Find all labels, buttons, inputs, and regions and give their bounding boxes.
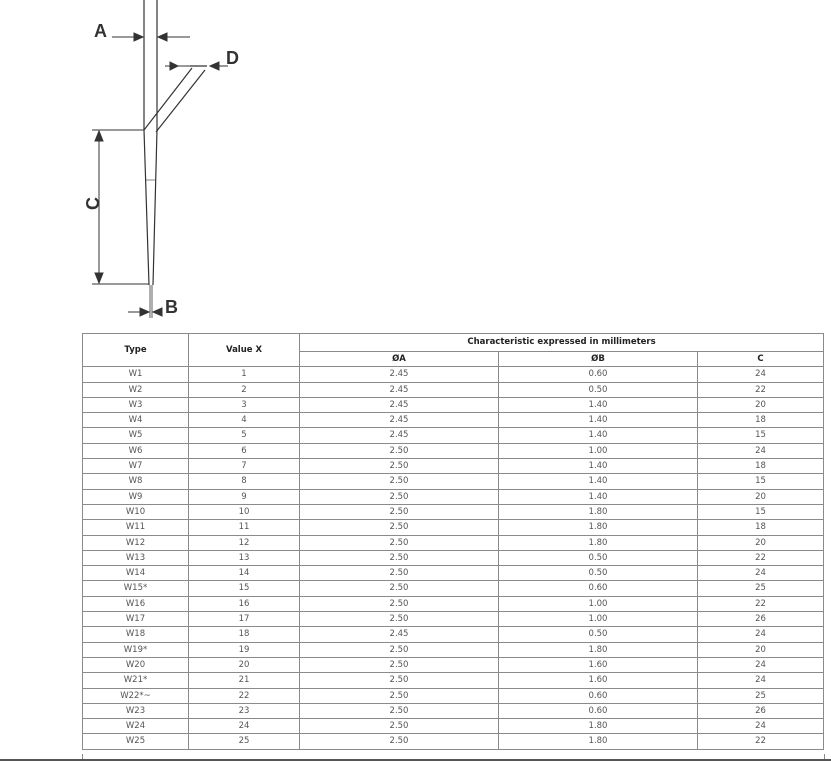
cell-type: W22*~ [83, 688, 189, 703]
label-b: B [165, 297, 178, 317]
header-value-x: Value X [189, 334, 300, 367]
table-row [83, 413, 824, 428]
cell-c: 18 [698, 413, 824, 428]
table-row [83, 367, 824, 382]
cell-c: 25 [698, 688, 824, 703]
table-row [83, 596, 824, 611]
cell-c: 20 [698, 489, 824, 504]
table-row [83, 703, 824, 718]
cell-c: 22 [698, 382, 824, 397]
table-row [83, 612, 824, 627]
cell-dia-a: 2.50 [300, 703, 499, 718]
cell-value-x: 2 [189, 382, 300, 397]
cell-c: 22 [698, 550, 824, 565]
cell-value-x: 25 [189, 734, 300, 749]
cell-value-x: 22 [189, 688, 300, 703]
needle-outline [144, 0, 207, 285]
table-row [83, 719, 824, 734]
table-row [83, 581, 824, 596]
cell-type: W8 [83, 474, 189, 489]
cell-c: 20 [698, 642, 824, 657]
cell-dia-b: 1.80 [499, 719, 698, 734]
cell-type: W23 [83, 703, 189, 718]
cell-dia-a: 2.50 [300, 520, 499, 535]
cell-c: 20 [698, 397, 824, 412]
cell-dia-b: 1.00 [499, 443, 698, 458]
table-row [83, 520, 824, 535]
cell-dia-b: 0.60 [499, 688, 698, 703]
cell-type: W9 [83, 489, 189, 504]
cell-type: W17 [83, 612, 189, 627]
cell-c: 15 [698, 474, 824, 489]
cell-value-x: 7 [189, 459, 300, 474]
cell-type: W10 [83, 504, 189, 519]
table-row [83, 504, 824, 519]
cell-type: W21* [83, 673, 189, 688]
cell-value-x: 6 [189, 443, 300, 458]
cell-dia-b: 1.80 [499, 734, 698, 749]
cell-type: W4 [83, 413, 189, 428]
cell-value-x: 13 [189, 550, 300, 565]
table-row [83, 474, 824, 489]
cell-c: 24 [698, 719, 824, 734]
table-row [83, 428, 824, 443]
cell-dia-b: 1.40 [499, 428, 698, 443]
cell-value-x: 16 [189, 596, 300, 611]
header-dia-b: ØB [499, 352, 698, 367]
cell-c: 15 [698, 428, 824, 443]
label-d: D [226, 48, 239, 68]
cell-type: W11 [83, 520, 189, 535]
cell-c: 18 [698, 520, 824, 535]
table-row [83, 489, 824, 504]
cell-type: W2 [83, 382, 189, 397]
cell-dia-a: 2.50 [300, 489, 499, 504]
cell-value-x: 9 [189, 489, 300, 504]
cell-dia-a: 2.50 [300, 734, 499, 749]
header-row-top [83, 334, 824, 352]
cell-c: 15 [698, 504, 824, 519]
cell-dia-b: 0.50 [499, 566, 698, 581]
cell-c: 24 [698, 367, 824, 382]
cell-dia-a: 2.45 [300, 428, 499, 443]
table-row [83, 397, 824, 412]
cell-value-x: 1 [189, 367, 300, 382]
cell-dia-b: 1.00 [499, 596, 698, 611]
cell-value-x: 24 [189, 719, 300, 734]
cell-dia-b: 1.40 [499, 474, 698, 489]
cell-dia-b: 1.40 [499, 489, 698, 504]
cell-dia-a: 2.50 [300, 535, 499, 550]
cell-dia-a: 2.50 [300, 504, 499, 519]
cell-type: W24 [83, 719, 189, 734]
label-c: C [83, 197, 103, 210]
cell-c: 24 [698, 627, 824, 642]
cell-value-x: 11 [189, 520, 300, 535]
table-row [83, 657, 824, 672]
cell-dia-a: 2.50 [300, 459, 499, 474]
header-c: C [698, 352, 824, 367]
table-row [83, 382, 824, 397]
cell-dia-a: 2.50 [300, 673, 499, 688]
cell-dia-b: 0.50 [499, 627, 698, 642]
cell-value-x: 4 [189, 413, 300, 428]
cell-dia-a: 2.50 [300, 566, 499, 581]
cell-c: 24 [698, 566, 824, 581]
cell-value-x: 21 [189, 673, 300, 688]
header-type: Type [83, 334, 189, 367]
cell-type: W25 [83, 734, 189, 749]
cell-type: W19* [83, 642, 189, 657]
cell-dia-a: 2.50 [300, 612, 499, 627]
cell-dia-a: 2.50 [300, 550, 499, 565]
table-row [83, 627, 824, 642]
cell-value-x: 14 [189, 566, 300, 581]
cell-type: W6 [83, 443, 189, 458]
cell-value-x: 12 [189, 535, 300, 550]
cell-c: 26 [698, 703, 824, 718]
cell-value-x: 19 [189, 642, 300, 657]
cell-dia-a: 2.45 [300, 367, 499, 382]
cell-type: W3 [83, 397, 189, 412]
cell-value-x: 17 [189, 612, 300, 627]
cell-c: 18 [698, 459, 824, 474]
cell-type: W7 [83, 459, 189, 474]
cell-type: W18 [83, 627, 189, 642]
table-row [83, 642, 824, 657]
cell-dia-b: 1.00 [499, 612, 698, 627]
cell-c: 26 [698, 612, 824, 627]
cell-dia-a: 2.50 [300, 657, 499, 672]
cell-dia-b: 1.40 [499, 459, 698, 474]
cell-dia-a: 2.45 [300, 382, 499, 397]
needle-spec-table [82, 333, 824, 750]
cell-dia-a: 2.50 [300, 596, 499, 611]
table-row [83, 688, 824, 703]
table-row [83, 535, 824, 550]
cell-dia-a: 2.50 [300, 719, 499, 734]
cell-type: W20 [83, 657, 189, 672]
cell-type: W15* [83, 581, 189, 596]
table-row [83, 459, 824, 474]
cell-c: 22 [698, 596, 824, 611]
cell-type: W16 [83, 596, 189, 611]
cell-value-x: 20 [189, 657, 300, 672]
cell-dia-a: 2.45 [300, 413, 499, 428]
label-a: A [94, 21, 107, 41]
cell-dia-b: 1.80 [499, 504, 698, 519]
dimension-a [112, 33, 190, 41]
cell-value-x: 3 [189, 397, 300, 412]
cell-value-x: 18 [189, 627, 300, 642]
header-characteristics: Characteristic expressed in millimeters [300, 334, 824, 352]
cell-dia-a: 2.45 [300, 627, 499, 642]
cell-dia-b: 1.40 [499, 413, 698, 428]
cell-value-x: 5 [189, 428, 300, 443]
cell-dia-b: 1.60 [499, 673, 698, 688]
cell-dia-a: 2.50 [300, 581, 499, 596]
cell-dia-b: 1.80 [499, 642, 698, 657]
cell-type: W1 [83, 367, 189, 382]
table-row [83, 550, 824, 565]
cell-type: W13 [83, 550, 189, 565]
header-dia-a: ØA [300, 352, 499, 367]
cell-type: W12 [83, 535, 189, 550]
cell-c: 24 [698, 443, 824, 458]
table-row [83, 443, 824, 458]
cell-dia-b: 0.50 [499, 550, 698, 565]
cell-value-x: 8 [189, 474, 300, 489]
cell-dia-b: 1.60 [499, 657, 698, 672]
cell-dia-b: 1.80 [499, 520, 698, 535]
table-body [83, 367, 824, 749]
dimension-b [128, 285, 162, 318]
cell-c: 24 [698, 657, 824, 672]
cell-dia-a: 2.50 [300, 688, 499, 703]
cell-dia-b: 0.60 [499, 367, 698, 382]
cell-dia-b: 0.60 [499, 581, 698, 596]
cell-c: 25 [698, 581, 824, 596]
cell-c: 20 [698, 535, 824, 550]
cell-dia-a: 2.50 [300, 474, 499, 489]
cell-dia-b: 1.80 [499, 535, 698, 550]
cell-dia-a: 2.50 [300, 642, 499, 657]
cell-type: W14 [83, 566, 189, 581]
cell-dia-a: 2.45 [300, 397, 499, 412]
cell-dia-b: 0.60 [499, 703, 698, 718]
table-row [83, 566, 824, 581]
cell-dia-b: 0.50 [499, 382, 698, 397]
cell-dia-b: 1.40 [499, 397, 698, 412]
cell-value-x: 10 [189, 504, 300, 519]
cell-value-x: 23 [189, 703, 300, 718]
cell-value-x: 15 [189, 581, 300, 596]
cell-c: 22 [698, 734, 824, 749]
needle-diagram [80, 0, 255, 325]
cell-c: 24 [698, 673, 824, 688]
cell-dia-a: 2.50 [300, 443, 499, 458]
table-row [83, 734, 824, 749]
table-row [83, 673, 824, 688]
cell-type: W5 [83, 428, 189, 443]
